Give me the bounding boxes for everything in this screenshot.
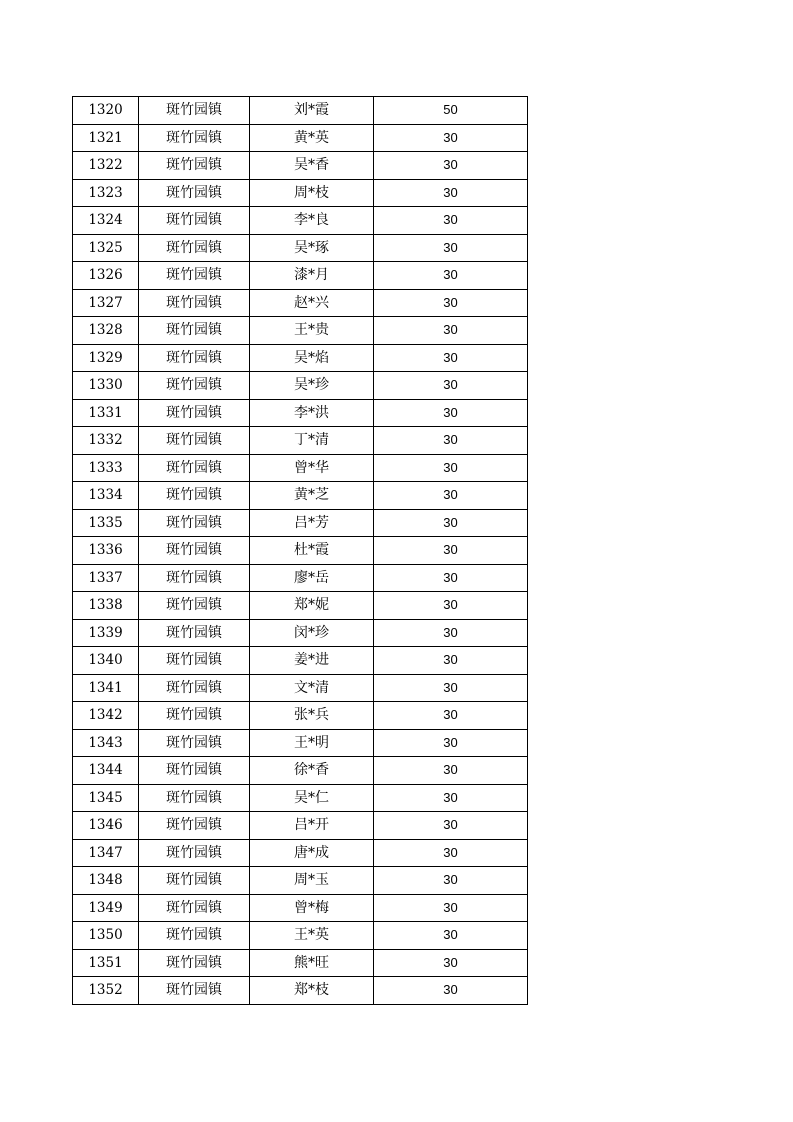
table-row	[73, 289, 528, 317]
amount-cell: 30	[374, 812, 528, 840]
amount-cell: 50	[374, 97, 528, 125]
town-cell: 斑竹园镇	[139, 97, 250, 125]
serial-number-cell: 1324	[73, 207, 139, 235]
amount-cell: 30	[374, 702, 528, 730]
amount-cell: 30	[374, 234, 528, 262]
serial-number-cell: 1352	[73, 977, 139, 1005]
serial-number-cell: 1345	[73, 784, 139, 812]
amount-cell: 30	[374, 427, 528, 455]
town-cell: 斑竹园镇	[139, 867, 250, 895]
amount-cell: 30	[374, 729, 528, 757]
table-row	[73, 152, 528, 180]
amount-cell: 30	[374, 674, 528, 702]
table-row	[73, 949, 528, 977]
town-cell: 斑竹园镇	[139, 179, 250, 207]
person-name-cell: 曾*梅	[250, 894, 374, 922]
person-name-cell: 丁*清	[250, 427, 374, 455]
serial-number-cell: 1337	[73, 564, 139, 592]
table-row	[73, 262, 528, 290]
person-name-cell: 周*玉	[250, 867, 374, 895]
town-cell: 斑竹园镇	[139, 317, 250, 345]
town-cell: 斑竹园镇	[139, 729, 250, 757]
amount-cell: 30	[374, 289, 528, 317]
serial-number-cell: 1344	[73, 757, 139, 785]
town-cell: 斑竹园镇	[139, 399, 250, 427]
town-cell: 斑竹园镇	[139, 509, 250, 537]
table-row	[73, 757, 528, 785]
amount-cell: 30	[374, 482, 528, 510]
person-name-cell: 李*良	[250, 207, 374, 235]
serial-number-cell: 1322	[73, 152, 139, 180]
person-name-cell: 廖*岳	[250, 564, 374, 592]
person-name-cell: 吴*香	[250, 152, 374, 180]
amount-cell: 30	[374, 564, 528, 592]
person-name-cell: 吴*仁	[250, 784, 374, 812]
town-cell: 斑竹园镇	[139, 564, 250, 592]
table-row	[73, 207, 528, 235]
person-name-cell: 黄*芝	[250, 482, 374, 510]
person-name-cell: 漆*月	[250, 262, 374, 290]
amount-cell: 30	[374, 454, 528, 482]
table-row	[73, 509, 528, 537]
town-cell: 斑竹园镇	[139, 124, 250, 152]
amount-cell: 30	[374, 619, 528, 647]
amount-cell: 30	[374, 124, 528, 152]
serial-number-cell: 1327	[73, 289, 139, 317]
person-name-cell: 吴*焰	[250, 344, 374, 372]
person-name-cell: 郑*妮	[250, 592, 374, 620]
town-cell: 斑竹园镇	[139, 619, 250, 647]
serial-number-cell: 1341	[73, 674, 139, 702]
amount-cell: 30	[374, 922, 528, 950]
serial-number-cell: 1333	[73, 454, 139, 482]
amount-cell: 30	[374, 179, 528, 207]
serial-number-cell: 1351	[73, 949, 139, 977]
town-cell: 斑竹园镇	[139, 234, 250, 262]
town-cell: 斑竹园镇	[139, 674, 250, 702]
amount-cell: 30	[374, 317, 528, 345]
roster-table-body	[73, 97, 528, 1005]
town-cell: 斑竹园镇	[139, 839, 250, 867]
person-name-cell: 姜*进	[250, 647, 374, 675]
town-cell: 斑竹园镇	[139, 289, 250, 317]
town-cell: 斑竹园镇	[139, 152, 250, 180]
amount-cell: 30	[374, 399, 528, 427]
person-name-cell: 曾*华	[250, 454, 374, 482]
town-cell: 斑竹园镇	[139, 427, 250, 455]
serial-number-cell: 1328	[73, 317, 139, 345]
town-cell: 斑竹园镇	[139, 344, 250, 372]
table-row	[73, 344, 528, 372]
serial-number-cell: 1334	[73, 482, 139, 510]
table-row	[73, 427, 528, 455]
town-cell: 斑竹园镇	[139, 592, 250, 620]
person-name-cell: 吕*开	[250, 812, 374, 840]
amount-cell: 30	[374, 977, 528, 1005]
serial-number-cell: 1347	[73, 839, 139, 867]
table-row	[73, 867, 528, 895]
serial-number-cell: 1336	[73, 537, 139, 565]
person-name-cell: 吕*芳	[250, 509, 374, 537]
table-row	[73, 619, 528, 647]
amount-cell: 30	[374, 784, 528, 812]
person-name-cell: 王*明	[250, 729, 374, 757]
serial-number-cell: 1335	[73, 509, 139, 537]
serial-number-cell: 1321	[73, 124, 139, 152]
town-cell: 斑竹园镇	[139, 894, 250, 922]
town-cell: 斑竹园镇	[139, 372, 250, 400]
town-cell: 斑竹园镇	[139, 922, 250, 950]
person-name-cell: 熊*旺	[250, 949, 374, 977]
table-row	[73, 482, 528, 510]
serial-number-cell: 1348	[73, 867, 139, 895]
table-row	[73, 977, 528, 1005]
amount-cell: 30	[374, 839, 528, 867]
serial-number-cell: 1326	[73, 262, 139, 290]
town-cell: 斑竹园镇	[139, 812, 250, 840]
serial-number-cell: 1329	[73, 344, 139, 372]
person-name-cell: 吴*琢	[250, 234, 374, 262]
table-row	[73, 674, 528, 702]
town-cell: 斑竹园镇	[139, 647, 250, 675]
town-cell: 斑竹园镇	[139, 482, 250, 510]
town-cell: 斑竹园镇	[139, 784, 250, 812]
town-cell: 斑竹园镇	[139, 537, 250, 565]
serial-number-cell: 1338	[73, 592, 139, 620]
town-cell: 斑竹园镇	[139, 757, 250, 785]
serial-number-cell: 1339	[73, 619, 139, 647]
table-row	[73, 399, 528, 427]
table-row	[73, 702, 528, 730]
amount-cell: 30	[374, 949, 528, 977]
person-name-cell: 郑*枝	[250, 977, 374, 1005]
table-row	[73, 729, 528, 757]
table-row	[73, 894, 528, 922]
town-cell: 斑竹园镇	[139, 949, 250, 977]
town-cell: 斑竹园镇	[139, 207, 250, 235]
table-row	[73, 537, 528, 565]
table-row	[73, 784, 528, 812]
town-cell: 斑竹园镇	[139, 702, 250, 730]
table-row	[73, 317, 528, 345]
roster-table	[72, 96, 528, 1005]
amount-cell: 30	[374, 894, 528, 922]
person-name-cell: 李*洪	[250, 399, 374, 427]
table-row	[73, 124, 528, 152]
serial-number-cell: 1330	[73, 372, 139, 400]
table-row	[73, 179, 528, 207]
serial-number-cell: 1340	[73, 647, 139, 675]
table-row	[73, 372, 528, 400]
amount-cell: 30	[374, 509, 528, 537]
serial-number-cell: 1349	[73, 894, 139, 922]
town-cell: 斑竹园镇	[139, 262, 250, 290]
town-cell: 斑竹园镇	[139, 454, 250, 482]
table-row	[73, 592, 528, 620]
amount-cell: 30	[374, 207, 528, 235]
table-row	[73, 839, 528, 867]
serial-number-cell: 1343	[73, 729, 139, 757]
table-row	[73, 234, 528, 262]
amount-cell: 30	[374, 152, 528, 180]
serial-number-cell: 1320	[73, 97, 139, 125]
amount-cell: 30	[374, 757, 528, 785]
person-name-cell: 赵*兴	[250, 289, 374, 317]
amount-cell: 30	[374, 647, 528, 675]
person-name-cell: 张*兵	[250, 702, 374, 730]
table-row	[73, 922, 528, 950]
serial-number-cell: 1346	[73, 812, 139, 840]
person-name-cell: 吴*珍	[250, 372, 374, 400]
table-row	[73, 97, 528, 125]
person-name-cell: 唐*成	[250, 839, 374, 867]
serial-number-cell: 1323	[73, 179, 139, 207]
person-name-cell: 刘*霞	[250, 97, 374, 125]
amount-cell: 30	[374, 344, 528, 372]
table-row	[73, 454, 528, 482]
person-name-cell: 王*贵	[250, 317, 374, 345]
serial-number-cell: 1350	[73, 922, 139, 950]
amount-cell: 30	[374, 592, 528, 620]
serial-number-cell: 1332	[73, 427, 139, 455]
person-name-cell: 杜*霞	[250, 537, 374, 565]
amount-cell: 30	[374, 372, 528, 400]
person-name-cell: 王*英	[250, 922, 374, 950]
serial-number-cell: 1331	[73, 399, 139, 427]
person-name-cell: 闵*珍	[250, 619, 374, 647]
town-cell: 斑竹园镇	[139, 977, 250, 1005]
serial-number-cell: 1325	[73, 234, 139, 262]
person-name-cell: 黄*英	[250, 124, 374, 152]
table-row	[73, 812, 528, 840]
person-name-cell: 文*清	[250, 674, 374, 702]
amount-cell: 30	[374, 262, 528, 290]
amount-cell: 30	[374, 867, 528, 895]
serial-number-cell: 1342	[73, 702, 139, 730]
person-name-cell: 周*枝	[250, 179, 374, 207]
table-row	[73, 647, 528, 675]
amount-cell: 30	[374, 537, 528, 565]
person-name-cell: 徐*香	[250, 757, 374, 785]
table-row	[73, 564, 528, 592]
